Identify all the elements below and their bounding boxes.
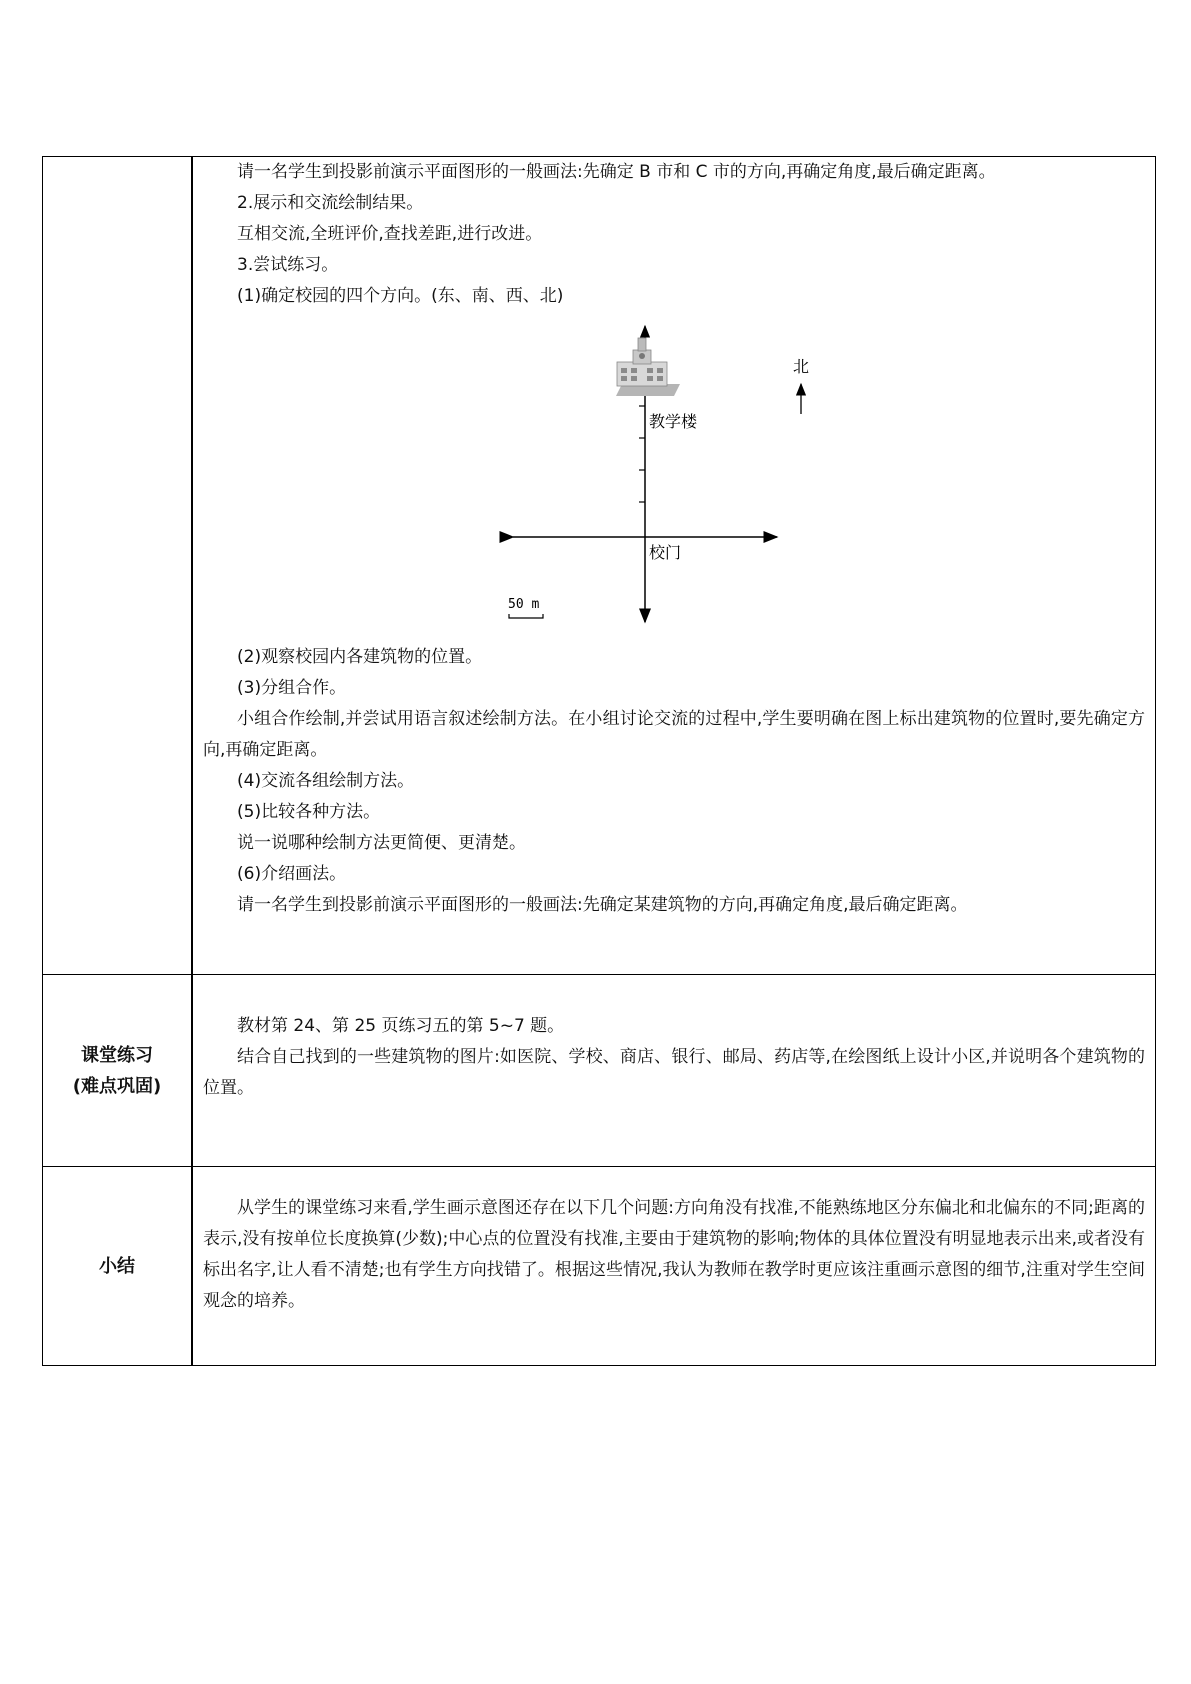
procedure-content [192, 157, 1156, 975]
summary-content [192, 1167, 1156, 1366]
lesson-plan-table [42, 156, 1156, 1366]
textbook-exercise: 教材第 24、第 25 页练习五的第 5~7 题。 [237, 1016, 565, 1036]
method-paragraph: 请一名学生到投影前演示平面图形的一般画法:先确定某建筑物的方向,再确定角度,最后确定距离。 [237, 895, 968, 915]
scale-bar [509, 614, 543, 618]
practice-sublabel: (难点巩固) [72, 1075, 162, 1097]
procedure-label-cell [43, 157, 193, 975]
design-task-paragraph: 结合自己找到的一些建筑物的图片:如医院、学校、商店、银行、邮局、药店等,在绘图纸上设计小区,并说明各个建筑物的位置。 [203, 1047, 1145, 1098]
step-2: 2.展示和交流绘制结果。 [237, 193, 424, 213]
diagram-svg [203, 312, 1143, 642]
practice-content [192, 975, 1156, 1167]
substep-6: (6)介绍画法。 [237, 864, 347, 884]
campus-direction-diagram [203, 312, 1145, 642]
substep-1: (1)确定校园的四个方向。(东、南、西、北) [237, 286, 564, 306]
exchange-text: 互相交流,全班评价,查找差距,进行改进。 [237, 224, 543, 244]
practice-label-cell [43, 975, 193, 1167]
group-work-paragraph: 小组合作绘制,并尝试用语言叙述绘制方法。在小组讨论交流的过程中,学生要明确在图上标出建筑物的位置时,要先确定方向,再确定距离。 [203, 709, 1145, 760]
north-label: 北 [793, 357, 810, 376]
demo-paragraph: 请一名学生到投影前演示平面图形的一般画法:先确定 B 市和 C 市的方向,再确定角度,最后确定距离。 [237, 162, 996, 182]
scale-label: 50 m [508, 597, 540, 612]
compare-text: 说一说哪种绘制方法更简便、更清楚。 [237, 833, 526, 853]
summary-label-cell [43, 1167, 193, 1366]
substep-5: (5)比较各种方法。 [237, 802, 381, 822]
practice-label: 课堂练习 [81, 1044, 153, 1066]
step-3: 3.尝试练习。 [237, 255, 339, 275]
summary-label: 小结 [99, 1255, 135, 1277]
substep-3: (3)分组合作。 [237, 678, 347, 698]
substep-2: (2)观察校园内各建筑物的位置。 [237, 647, 483, 667]
substep-4: (4)交流各组绘制方法。 [237, 771, 415, 791]
summary-paragraph: 从学生的课堂练习来看,学生画示意图还存在以下几个问题:方向角没有找准,不能熟练地区分东偏北和北偏东的不同;距离的表示,没有按单位长度换算(少数);中心点的位置没有找准,主要由于建筑物的影响;物体的具体位置没有明显地表示出来,或者没有标出名字,让人看不清楚;也有学生方向找错了。根据这些情况,我认为教师在教学时更应该注重画示意图的细节,注重对学生空间观念的培养。 [203, 1198, 1145, 1311]
procedure-row [43, 157, 1156, 975]
building-label: 教学楼 [649, 412, 698, 431]
summary-row [43, 1167, 1156, 1366]
classroom-practice-row [43, 975, 1156, 1167]
gate-label: 校门 [649, 543, 682, 562]
school-building-icon [616, 338, 680, 396]
